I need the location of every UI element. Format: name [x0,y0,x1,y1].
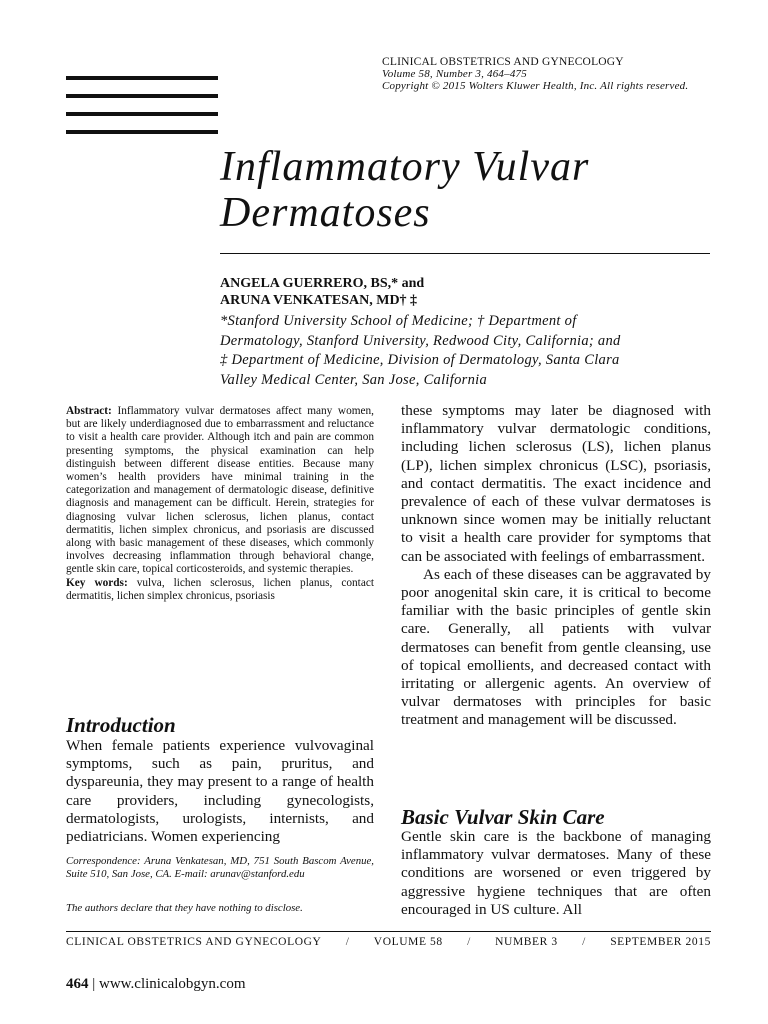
disclosure-note: The authors declare that they have nothing to disclose. [66,902,303,914]
decorative-rule-2 [66,94,218,98]
footer-sep-2: / [467,936,471,948]
footer-journal: CLINICAL OBSTETRICS AND GYNECOLOGY [66,936,322,948]
abstract [66,405,374,603]
journal-volume: Volume 58, Number 3, 464–475 [382,68,527,80]
abstract-text: Inflammatory vulvar dermatoses affect many women, but are likely underdiagnosed due to embarrassment and reluctance to visit a health care provider. Although itch and pain are common presenting symptoms, the physical examination can help distinguish between different disease entities. Because many women’s health providers have minimal training in the categorization and management of dermatologic disease, definitive diagnosis and management can be difficult. Herein, strategies for diagnosing vulvar lichen sclerosus, lichen planus, contact dermatitis, lichen simplex chronicus, and psoriasis are discussed along with basic management of these diseases, which commonly involves decreasing inflammation through behavioral change, gentle skin care, topical corticosteroids, and systemic therapies. [66,405,374,576]
author-list [220,275,424,309]
paragraph-2: As each of these diseases can be aggravated by poor anogenital skin care, it is critical to become familiar with the basic principles of gentle skin care. Generally, all patients with vulvar dermatoses can benefit from gentle cleansing, use of topical emollients, and decreased contact with irritating or allergenic agents. An overview of vulvar dermatoses with principles for basic treatment and management will be discussed. [401,565,711,729]
journal-name: CLINICAL OBSTETRICS AND GYNECOLOGY [382,56,624,68]
keywords [66,577,374,603]
journal-copyright: Copyright © 2015 Wolters Kluwer Health, Inc. All rights reserved. [382,80,689,92]
author-2: ARUNA VENKATESAN, MD† ‡ [220,293,418,308]
keywords-label: Key words: [66,576,128,589]
footer-date: SEPTEMBER 2015 [610,936,711,948]
page-divider: | [92,976,96,992]
affiliation-line-2: Dermatology, Stanford University, Redwood City, California; and [220,332,621,349]
introduction-text: When female patients experience vulvovaginal symptoms, such as pain, pruritus, and dyspareunia, they may present to a range of health care providers, including gynecologists, dermatologists, urologists, internists, and pediatricians. Women experiencing [66,737,374,846]
introduction-heading: Introduction [66,713,176,737]
article-title [220,144,589,236]
affiliation-line-4: Valley Medical Center, San Jose, California [220,371,488,388]
journal-website-link[interactable]: www.clinicalobgyn.com [99,976,246,992]
footer-sep-3: / [582,936,586,948]
affiliation-line-1: *Stanford University School of Medicine; † Department of [220,313,577,329]
affiliations [220,312,716,390]
skin-care-heading: Basic Vulvar Skin Care [401,805,605,829]
abstract-body [66,405,374,577]
paragraph-1: these symptoms may later be diagnosed with inflammatory vulvar dermatologic conditions, including lichen sclerosus (LS), lichen planus (LP), lichen simplex chronicus (LSC), psoriasis, and contact dermatitis. The exact incidence and prevalence of each of these vulvar dermatoses is unknown since women may be initially reluctant to visit a health care provider for symptoms that can be associated with feelings of embarrassment. [401,402,711,565]
title-divider [220,253,710,254]
author-1: ANGELA GUERRERO, BS,* and [220,276,425,291]
page-footer [66,976,246,993]
footer-sep-1: / [345,936,350,948]
skin-care-text: Gentle skin care is the backbone of managing inflammatory vulvar dermatoses. Many of these conditions are worsened or even triggered by aggressive hygiene techniques that are often encouraged in US culture. All [401,828,711,918]
affiliation-line-3: ‡ Department of Medicine, Division of Dermatology, Santa Clara [220,352,620,368]
keywords-text: vulva, lichen sclerosus, lichen planus, contact dermatitis, lichen simplex chronicus, psoriasis [66,576,374,602]
title-line-2: Dermatoses [220,190,431,236]
decorative-rule-4 [66,130,218,134]
right-column-text [401,402,711,730]
footer-divider [66,931,711,932]
decorative-rule-1 [66,76,218,80]
footer-number: NUMBER 3 [495,936,558,948]
journal-header [382,56,688,92]
page-number: 464 [66,976,89,992]
footer-volume: VOLUME 58 [373,936,443,948]
abstract-label: Abstract: [66,405,112,417]
footer-bar [66,936,711,948]
correspondence-note: Correspondence: Aruna Venkatesan, MD, 751 South Bascom Avenue, Suite 510, San Jose, CA. E-mail: arunav@stanford.edu [66,855,374,880]
title-line-1: Inflammatory Vulvar [220,144,590,190]
decorative-rule-3 [66,112,218,116]
